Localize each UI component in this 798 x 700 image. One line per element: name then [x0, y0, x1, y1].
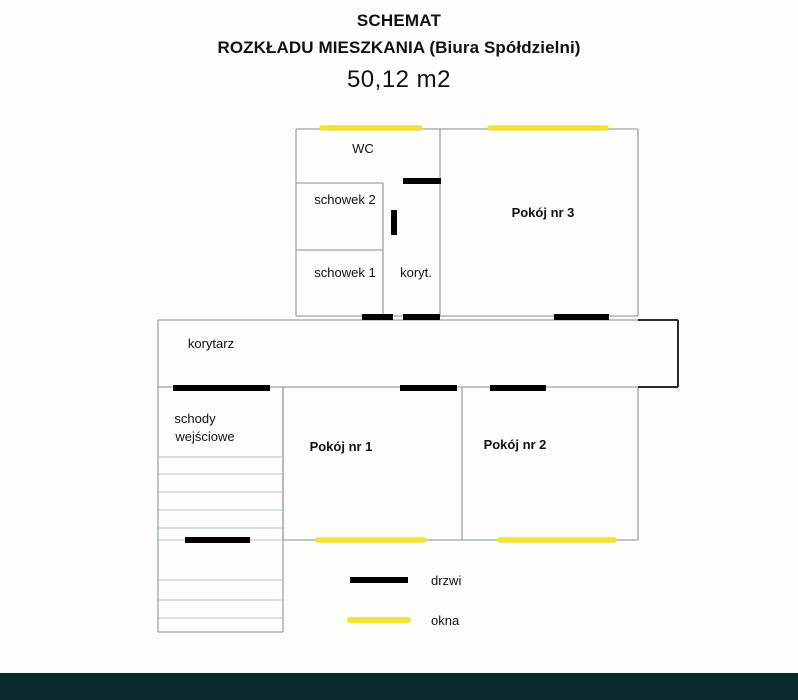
- legend-label-drzwi: drzwi: [431, 573, 462, 588]
- room-label-schowek1: schowek 1: [314, 265, 376, 280]
- room-label-wc: WC: [352, 141, 374, 156]
- page-title: SCHEMAT: [356, 11, 442, 30]
- legend-group: [350, 573, 461, 628]
- room-label-schody: schody: [174, 411, 216, 426]
- room-label-schowek2: schowek 2: [314, 192, 376, 207]
- legend-label-okna: okna: [431, 613, 460, 628]
- room-label-schody2: wejściowe: [175, 429, 235, 444]
- room-label-korytarz: korytarz: [187, 336, 235, 351]
- room-label-korytarzyk: koryt.: [400, 265, 432, 280]
- room-label-pokoj3: Pokój nr 3: [511, 205, 575, 220]
- bottom-band: [0, 673, 798, 700]
- walls-group: [158, 129, 678, 632]
- room-labels-group: [174, 141, 574, 454]
- windows-group: [318, 128, 614, 540]
- page-subtitle: ROZKŁADU MIESZKANIA (Biura Spółdzielni): [217, 38, 581, 57]
- doors-group: [173, 181, 609, 540]
- room-label-pokoj1: Pokój nr 1: [309, 439, 373, 454]
- area-value: 50,12 m2: [346, 66, 452, 93]
- room-label-pokoj2: Pokój nr 2: [483, 437, 547, 452]
